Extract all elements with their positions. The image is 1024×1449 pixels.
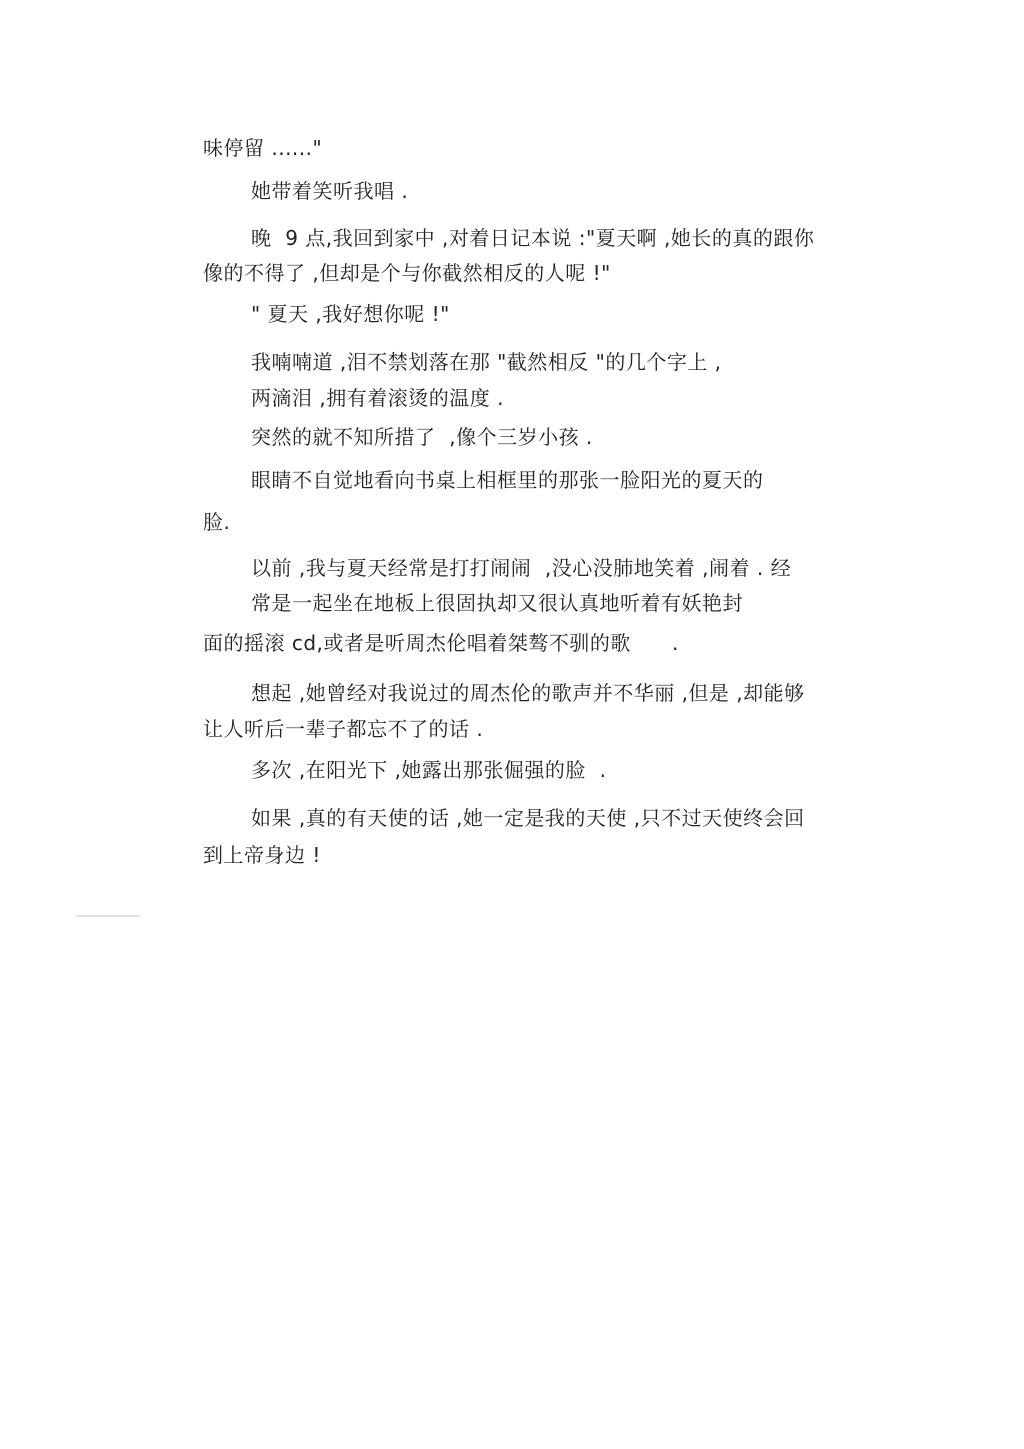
text-line: 让人听后一辈子都忘不了的话 . <box>203 717 484 741</box>
text-line: 她带着笑听我唱 . <box>251 179 409 203</box>
text-line: 味停留 ......" <box>203 136 323 160</box>
text-line: 脸. <box>203 510 231 534</box>
text-line: 两滴泪 ,拥有着滚烫的温度 . <box>251 386 504 410</box>
text-line: " 夏天 ,我好想你呢 !" <box>251 302 450 326</box>
text-line: 如果 ,真的有天使的话 ,她一定是我的天使 ,只不过天使终会回 <box>251 806 805 830</box>
text-line: 常是一起坐在地板上很固执却又很认真地听着有妖艳封 <box>251 591 743 615</box>
text-line: 像的不得了 ,但却是个与你截然相反的人呢 !" <box>203 261 611 285</box>
text-line: 晚 9 点,我回到家中 ,对着日记本说 :"夏天啊 ,她长的真的跟你 <box>251 226 815 250</box>
text-line: 以前 ,我与夏天经常是打打闹闹 ,没心没肺地笑着 ,闹着 . 经 <box>251 556 792 580</box>
text-line: 想起 ,她曾经对我说过的周杰伦的歌声并不华丽 ,但是 ,却能够 <box>251 681 805 705</box>
text-line: 面的摇滚 cd,或者是听周杰伦唱着桀骜不驯的歌 . <box>203 631 679 655</box>
page-mark <box>76 915 140 917</box>
text-line: 到上帝身边 ! <box>203 843 321 867</box>
text-line: 多次 ,在阳光下 ,她露出那张倔强的脸 . <box>251 758 607 782</box>
text-line: 突然的就不知所措了 ,像个三岁小孩 . <box>251 425 593 449</box>
text-line: 我喃喃道 ,泪不禁划落在那 "截然相反 "的几个字上 , <box>251 350 722 374</box>
text-line: 眼睛不自觉地看向书桌上相框里的那张一脸阳光的夏天的 <box>251 468 764 492</box>
